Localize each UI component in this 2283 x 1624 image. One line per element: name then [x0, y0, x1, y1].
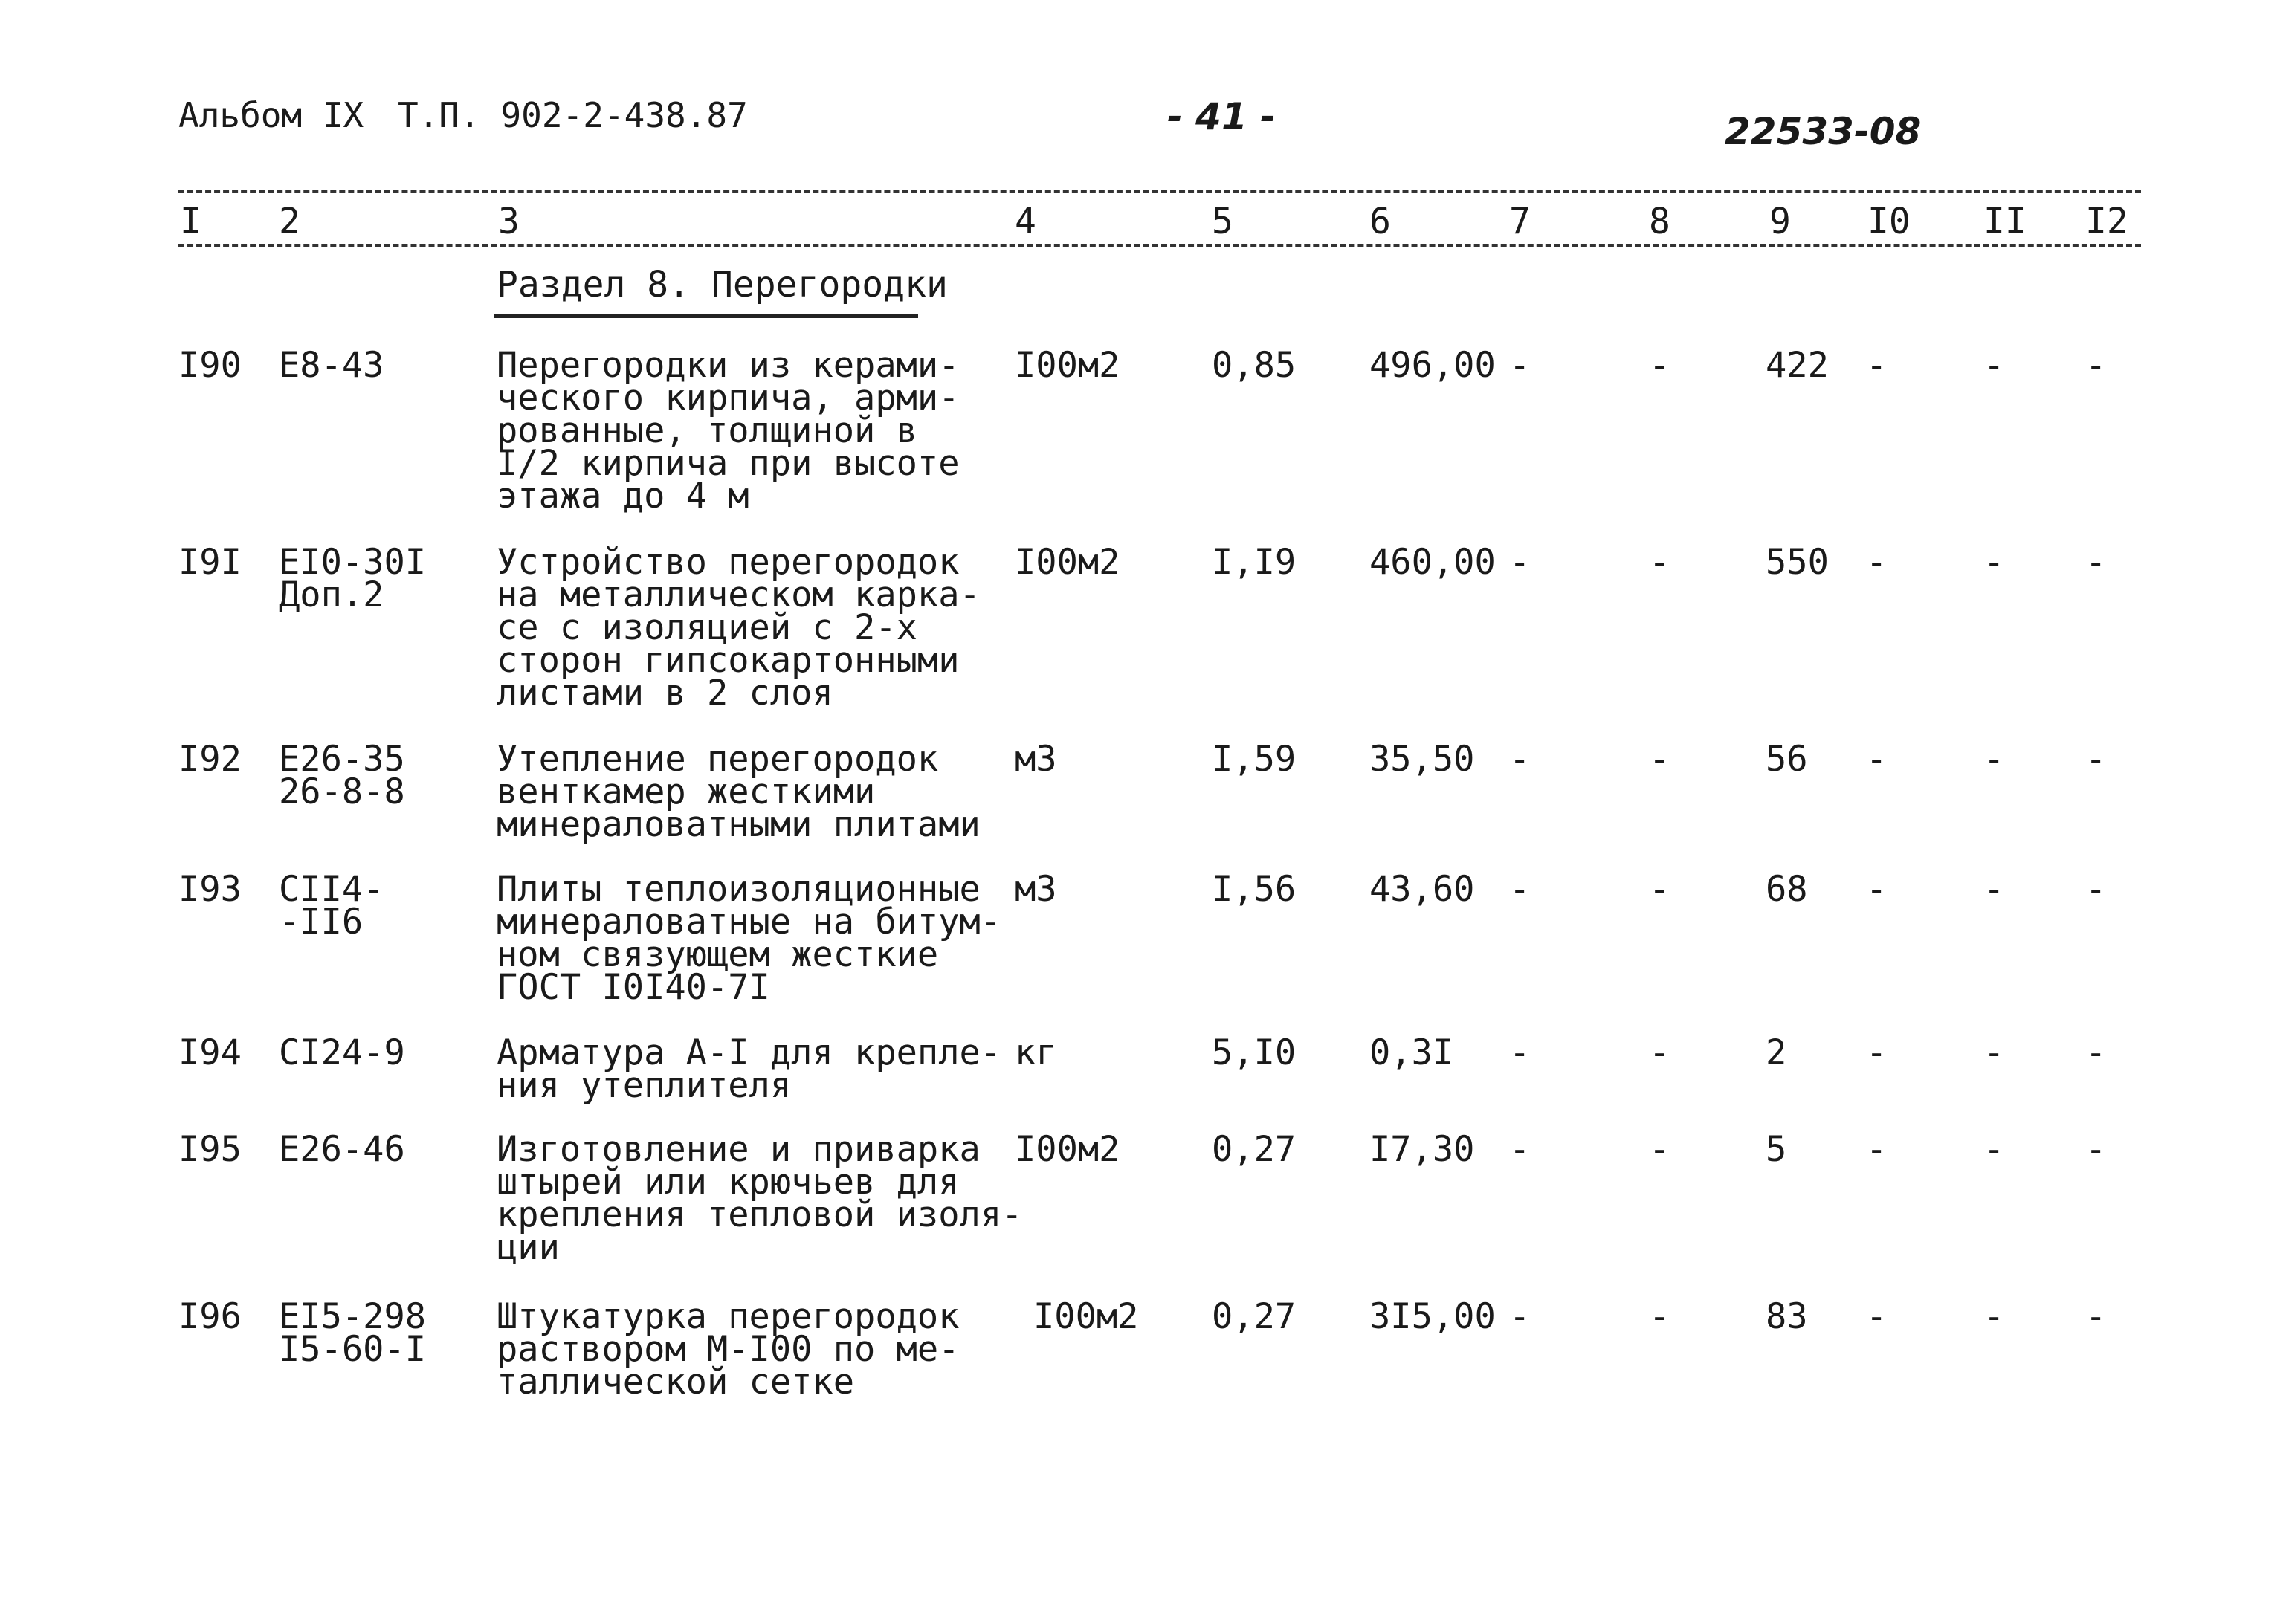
- col9-value: 56: [1766, 739, 1808, 780]
- col9-value: 2: [1766, 1032, 1787, 1073]
- unit: м3: [1015, 739, 1057, 780]
- col10-value: -: [1866, 345, 1888, 386]
- unit: I00м2: [1015, 345, 1120, 386]
- col8-value: -: [1649, 1032, 1670, 1073]
- rate-code: СII4- -II6: [279, 869, 384, 942]
- rate-code: ЕI0-30I Доп.2: [279, 542, 427, 615]
- col8-value: -: [1649, 1296, 1670, 1337]
- col10-value: -: [1866, 1032, 1888, 1073]
- col9-value: 68: [1766, 869, 1808, 910]
- section-title: Раздел 8. Перегородки: [497, 264, 948, 305]
- col-header: 9: [1769, 201, 1791, 242]
- col11-value: -: [1983, 869, 2005, 910]
- col-header: I: [180, 201, 201, 242]
- col-header: 7: [1509, 201, 1531, 242]
- row-number: I93: [178, 869, 242, 910]
- rate-code: Е26-46: [279, 1129, 405, 1170]
- row-number: I92: [178, 739, 242, 780]
- unit: кг: [1015, 1032, 1057, 1073]
- col-header: II: [1983, 201, 2027, 242]
- col-header: 8: [1649, 201, 1670, 242]
- col10-value: -: [1866, 542, 1888, 583]
- col7-value: -: [1509, 542, 1531, 583]
- col-header: 6: [1369, 201, 1391, 242]
- col12-value: -: [2085, 345, 2107, 386]
- quantity: I,56: [1212, 869, 1297, 910]
- quantity: 0,27: [1212, 1129, 1297, 1170]
- unit: I00м2: [1015, 542, 1120, 583]
- col7-value: -: [1509, 1296, 1531, 1337]
- col6-value: 43,60: [1369, 869, 1475, 910]
- rate-code: СI24-9: [279, 1032, 405, 1073]
- row-number: I9I: [178, 542, 242, 583]
- col12-value: -: [2085, 1296, 2107, 1337]
- col-header: 5: [1212, 201, 1233, 242]
- col11-value: -: [1983, 1032, 2005, 1073]
- quantity: I,59: [1212, 739, 1297, 780]
- col6-value: I7,30: [1369, 1129, 1475, 1170]
- row-number: I94: [178, 1032, 242, 1073]
- unit: I00м2: [1033, 1296, 1139, 1337]
- quantity: 0,85: [1212, 345, 1297, 386]
- col10-value: -: [1866, 1296, 1888, 1337]
- col-header: 3: [498, 201, 520, 242]
- col8-value: -: [1649, 345, 1670, 386]
- col9-value: 422: [1766, 345, 1829, 386]
- table-header-rule: [178, 244, 2141, 247]
- album-label: Альбом IX: [178, 95, 364, 135]
- work-description: Перегородки из керами- ческого кирпича, арми- рованные, толщиной в I/2 кирпича при высоте этажа до 4 м: [497, 345, 960, 517]
- col11-value: -: [1983, 1296, 2005, 1337]
- col12-value: -: [2085, 542, 2107, 583]
- col7-value: -: [1509, 1032, 1531, 1073]
- table-top-rule: [178, 190, 2141, 193]
- unit: м3: [1015, 869, 1057, 910]
- col9-value: 5: [1766, 1129, 1787, 1170]
- doc-code: 22533-08: [1725, 110, 1922, 153]
- col7-value: -: [1509, 345, 1531, 386]
- col8-value: -: [1649, 542, 1670, 583]
- col12-value: -: [2085, 1129, 2107, 1170]
- row-number: I96: [178, 1296, 242, 1337]
- col6-value: 35,50: [1369, 739, 1475, 780]
- col-header: I2: [2085, 201, 2128, 242]
- col10-value: -: [1866, 869, 1888, 910]
- col11-value: -: [1983, 345, 2005, 386]
- unit: I00м2: [1015, 1129, 1120, 1170]
- quantity: 0,27: [1212, 1296, 1297, 1337]
- rate-code: Е8-43: [279, 345, 384, 386]
- page-number: - 41 -: [1167, 95, 1276, 138]
- quantity: I,I9: [1212, 542, 1297, 583]
- col9-value: 550: [1766, 542, 1829, 583]
- col10-value: -: [1866, 739, 1888, 780]
- col6-value: 3I5,00: [1369, 1296, 1496, 1337]
- col8-value: -: [1649, 739, 1670, 780]
- work-description: Арматура А-I для крепле- ния утеплителя: [497, 1032, 1002, 1106]
- section-underline: [494, 314, 918, 318]
- work-description: Плиты теплоизоляционные минераловатные на битум- ном связующем жесткие ГОСТ I0I40-7I: [497, 869, 1002, 1008]
- col6-value: 460,00: [1369, 542, 1496, 583]
- col-header: 2: [279, 201, 300, 242]
- col11-value: -: [1983, 739, 2005, 780]
- work-description: Штукатурка перегородок раствором М-I00 по ме- таллической сетке: [497, 1296, 960, 1403]
- col8-value: -: [1649, 1129, 1670, 1170]
- col12-value: -: [2085, 739, 2107, 780]
- col6-value: 496,00: [1369, 345, 1496, 386]
- col7-value: -: [1509, 1129, 1531, 1170]
- quantity: 5,I0: [1212, 1032, 1297, 1073]
- col11-value: -: [1983, 1129, 2005, 1170]
- col6-value: 0,3I: [1369, 1032, 1454, 1073]
- rate-code: ЕI5-298 I5-60-I: [279, 1296, 427, 1370]
- col8-value: -: [1649, 869, 1670, 910]
- col9-value: 83: [1766, 1296, 1808, 1337]
- work-description: Утепление перегородок венткамер жесткими минераловатными плитами: [497, 739, 981, 845]
- col11-value: -: [1983, 542, 2005, 583]
- col-header: 4: [1015, 201, 1036, 242]
- row-number: I95: [178, 1129, 242, 1170]
- work-description: Устройство перегородок на металлическом карка- се с изоляцией с 2-х сторон гипсокартонными листами в 2 слоя: [497, 542, 981, 714]
- col7-value: -: [1509, 869, 1531, 910]
- rate-code: Е26-35 26-8-8: [279, 739, 405, 812]
- col10-value: -: [1866, 1129, 1888, 1170]
- col-header: I0: [1867, 201, 1911, 242]
- col12-value: -: [2085, 869, 2107, 910]
- col7-value: -: [1509, 739, 1531, 780]
- tp-number: Т.П. 902-2-438.87: [398, 95, 748, 135]
- col12-value: -: [2085, 1032, 2107, 1073]
- work-description: Изготовление и приварка штырей или крючьев для крепления тепловой изоля- ции: [497, 1129, 1023, 1268]
- row-number: I90: [178, 345, 242, 386]
